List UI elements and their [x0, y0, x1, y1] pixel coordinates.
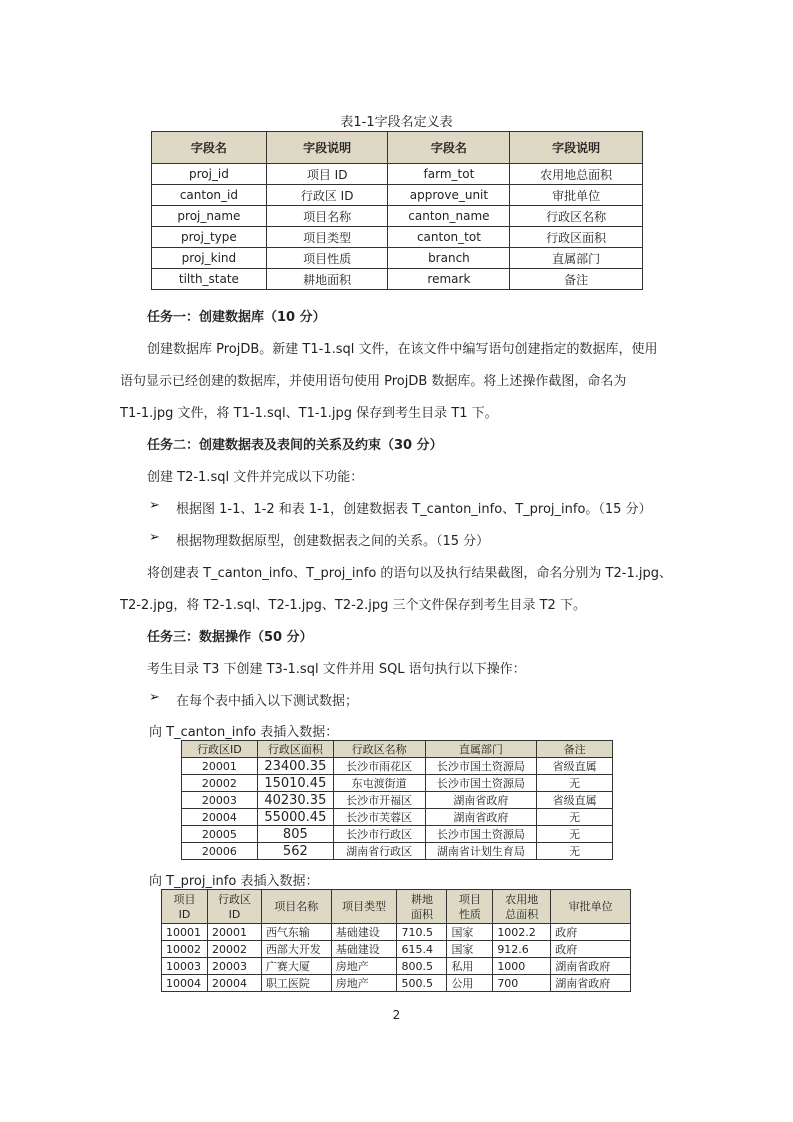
task2-line: 将创建表 T_canton_info、T_proj_info 的语句以及执行结果截图，命名分别为 T2-1.jpg、 [147, 566, 672, 581]
table-cell: canton_id [152, 185, 267, 206]
header-line: ID [178, 907, 191, 921]
table-cell: 项目性质 [266, 248, 388, 269]
table-row [182, 775, 613, 792]
table-cell: 23400.35 [257, 758, 333, 775]
table-cell: 公用 [447, 975, 493, 992]
table-row [152, 269, 643, 290]
table-cell: 20002 [207, 941, 261, 958]
table-cell: 省级直属 [537, 792, 613, 809]
table-cell: 农用地总面积 [510, 164, 643, 185]
field-definition-table [151, 131, 643, 290]
table-cell: 912.6 [493, 941, 551, 958]
column-header [493, 890, 551, 924]
column-header [397, 890, 447, 924]
table-cell: 20004 [207, 975, 261, 992]
column-header: 字段说明 [510, 132, 643, 164]
table-header-row [162, 890, 631, 924]
bullet-arrow-icon: ➢ [149, 530, 160, 545]
table-cell: 备注 [510, 269, 643, 290]
header-line: 行政区 [217, 892, 251, 906]
table-cell: 55000.45 [257, 809, 333, 826]
table-cell: 广赛大厦 [261, 958, 331, 975]
table-cell: 湖南省政府 [551, 958, 631, 975]
table-cell: canton_tot [388, 227, 510, 248]
table-cell: 20002 [182, 775, 258, 792]
table-cell: 805 [257, 826, 333, 843]
table-cell: 20003 [207, 958, 261, 975]
canton-table-label: 向 T_canton_info 表插入数据： [149, 725, 339, 740]
proj-table-label: 向 T_proj_info 表插入数据： [149, 874, 319, 889]
table-cell: 10003 [162, 958, 208, 975]
header-line: 项目 [173, 892, 196, 906]
task1-line: 语句显示已经创建的数据库，并使用语句使用 ProjDB 数据库。将上述操作截图，命名为 [120, 374, 627, 389]
table-cell: 15010.45 [257, 775, 333, 792]
header-line: 农用地 [505, 892, 539, 906]
column-header: 字段名 [152, 132, 267, 164]
table-cell: 10001 [162, 924, 208, 941]
table-cell: remark [388, 269, 510, 290]
table-row [162, 941, 631, 958]
table-header-row [152, 132, 643, 164]
column-header: 字段说明 [266, 132, 388, 164]
table-cell: 20001 [182, 758, 258, 775]
column-header [162, 890, 208, 924]
proj-info-table [161, 889, 631, 992]
table-cell: 国家 [447, 941, 493, 958]
table-cell: 20005 [182, 826, 258, 843]
table-cell: tilth_state [152, 269, 267, 290]
table-row [182, 792, 613, 809]
column-header [207, 890, 261, 924]
column-header: 行政区名称 [333, 741, 425, 758]
column-header: 行政区面积 [257, 741, 333, 758]
table-row [152, 248, 643, 269]
column-header: 项目类型 [331, 890, 397, 924]
task2-bullet: 根据图 1-1、1-2 和表 1-1，创建数据表 T_canton_info、T_proj_info。（15 分） [176, 502, 652, 517]
table-cell: 房地产 [331, 975, 397, 992]
column-header: 备注 [537, 741, 613, 758]
column-header: 审批单位 [551, 890, 631, 924]
table-caption: 表1-1字段名定义表 [340, 115, 453, 130]
table-cell: 政府 [551, 941, 631, 958]
table-cell: 耕地面积 [266, 269, 388, 290]
task1-heading: 任务一：创建数据库（10 分） [147, 310, 326, 325]
table-row [162, 924, 631, 941]
table-cell: branch [388, 248, 510, 269]
table-cell: 20004 [182, 809, 258, 826]
table-cell: 1002.2 [493, 924, 551, 941]
task2-bullet: 根据物理数据原型，创建数据表之间的关系。（15 分） [176, 534, 490, 549]
table-cell: 湖南省政府 [551, 975, 631, 992]
canton-info-table [181, 740, 613, 860]
table-cell: 行政区 ID [266, 185, 388, 206]
table-cell: 职工医院 [261, 975, 331, 992]
table-cell: 直属部门 [510, 248, 643, 269]
task2-heading: 任务二：创建数据表及表间的关系及约束（30 分） [147, 438, 443, 453]
header-line: 项目 [458, 892, 481, 906]
table-cell: 40230.35 [257, 792, 333, 809]
table-cell: 西部大开发 [261, 941, 331, 958]
bullet-arrow-icon: ➢ [149, 690, 160, 705]
table-cell: 长沙市国土资源局 [425, 775, 537, 792]
table-cell: 无 [537, 775, 613, 792]
table-cell: 562 [257, 843, 333, 860]
table-cell: farm_tot [388, 164, 510, 185]
task2-line: T2-2.jpg，将 T2-1.sql、T2-1.jpg、T2-2.jpg 三个文件保存到考生目录 T2 下。 [120, 598, 586, 613]
column-header: 直属部门 [425, 741, 537, 758]
table-cell: 长沙市国土资源局 [425, 758, 537, 775]
task1-line: T1-1.jpg 文件，将 T1-1.sql、T1-1.jpg 保存到考生目录 T1 下。 [120, 406, 498, 421]
table-cell: 长沙市雨花区 [333, 758, 425, 775]
table-cell: 行政区名称 [510, 206, 643, 227]
table-cell: 700 [493, 975, 551, 992]
table-cell: proj_id [152, 164, 267, 185]
table-cell: 基础建设 [331, 924, 397, 941]
table-cell: 行政区面积 [510, 227, 643, 248]
table-cell: proj_kind [152, 248, 267, 269]
table-cell: 长沙市开福区 [333, 792, 425, 809]
table-cell: 项目名称 [266, 206, 388, 227]
table-cell: 房地产 [331, 958, 397, 975]
column-header: 行政区ID [182, 741, 258, 758]
table-cell: 项目 ID [266, 164, 388, 185]
table-row [182, 809, 613, 826]
table-cell: 无 [537, 826, 613, 843]
table-cell: 无 [537, 843, 613, 860]
table-cell: canton_name [388, 206, 510, 227]
column-header [447, 890, 493, 924]
table-row [152, 185, 643, 206]
table-row [162, 975, 631, 992]
task3-bullet: 在每个表中插入以下测试数据； [176, 694, 359, 709]
table-cell: proj_name [152, 206, 267, 227]
table-row [152, 206, 643, 227]
table-cell: 无 [537, 809, 613, 826]
table-cell: 长沙市芙蓉区 [333, 809, 425, 826]
table-cell: 湖南省政府 [425, 792, 537, 809]
table-cell: 20001 [207, 924, 261, 941]
table-cell: 项目类型 [266, 227, 388, 248]
table-cell: 政府 [551, 924, 631, 941]
table-cell: 710.5 [397, 924, 447, 941]
header-line: 耕地 [410, 892, 433, 906]
task1-line: 创建数据库 ProjDB。新建 T1-1.sql 文件，在该文件中编写语句创建指定的数据库，使用 [147, 342, 658, 357]
table-row [152, 227, 643, 248]
table-cell: 西气东输 [261, 924, 331, 941]
table-cell: 省级直属 [537, 758, 613, 775]
page-number: 2 [392, 1008, 401, 1022]
table-cell: 私用 [447, 958, 493, 975]
table-row [162, 958, 631, 975]
table-cell: 615.4 [397, 941, 447, 958]
table-cell: 国家 [447, 924, 493, 941]
table-cell: 1000 [493, 958, 551, 975]
table-cell: 湖南省政府 [425, 809, 537, 826]
table-cell: 500.5 [397, 975, 447, 992]
table-row [182, 843, 613, 860]
header-line: ID [228, 907, 241, 921]
table-cell: 长沙市国土资源局 [425, 826, 537, 843]
table-cell: 基础建设 [331, 941, 397, 958]
table-cell: 审批单位 [510, 185, 643, 206]
table-cell: 20003 [182, 792, 258, 809]
table-header-row [182, 741, 613, 758]
table-row [152, 164, 643, 185]
column-header: 项目名称 [261, 890, 331, 924]
header-line: 性质 [458, 907, 481, 921]
task2-intro: 创建 T2-1.sql 文件并完成以下功能： [147, 470, 364, 485]
table-cell: 10004 [162, 975, 208, 992]
task3-heading: 任务三：数据操作（50 分） [147, 630, 313, 645]
header-line: 面积 [410, 907, 433, 921]
table-cell: approve_unit [388, 185, 510, 206]
table-cell: 800.5 [397, 958, 447, 975]
bullet-arrow-icon: ➢ [149, 498, 160, 513]
table-cell: 长沙市行政区 [333, 826, 425, 843]
table-cell: 10002 [162, 941, 208, 958]
table-cell: 东屯渡街道 [333, 775, 425, 792]
table-row [182, 826, 613, 843]
table-cell: 20006 [182, 843, 258, 860]
column-header: 字段名 [388, 132, 510, 164]
table-cell: 湖南省行政区 [333, 843, 425, 860]
table-cell: proj_type [152, 227, 267, 248]
task3-intro: 考生目录 T3 下创建 T3-1.sql 文件并用 SQL 语句执行以下操作： [147, 662, 526, 677]
table-cell: 湖南省计划生育局 [425, 843, 537, 860]
table-row [182, 758, 613, 775]
header-line: 总面积 [505, 907, 539, 921]
